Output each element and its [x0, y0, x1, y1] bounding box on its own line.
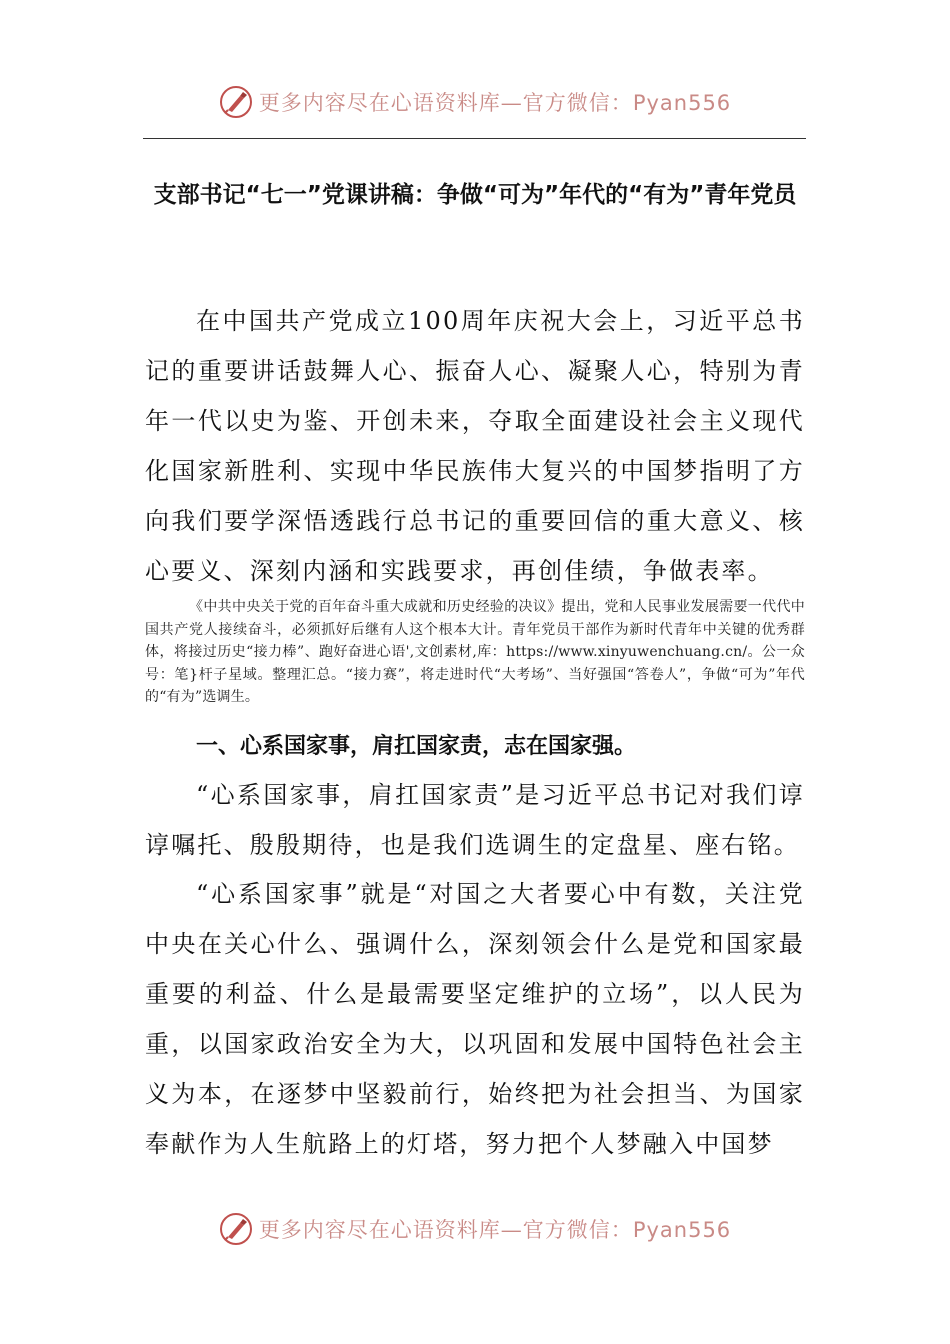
pen-nib-icon — [219, 85, 253, 119]
watermark-text: 更多内容尽在心语资料库—官方微信：Pyan556 — [258, 91, 732, 115]
section-heading: 一、心系国家事，肩扛国家责，志在国家强。 — [196, 734, 637, 759]
body-paragraph: “心系国家事”就是“对国之大者要心中有数，关注党中央在关心什么、强调什么，深刻领会什么是党和国家最重要的利益、什么是最需要坚定维护的立场”，以人民为重，以国家政治安全为大，以巩固和发展中国特色社会主义为本，在逐梦中坚毅前行，始终把为社会担当、为国家奉献作为人生航路上的灯塔，努力把个人梦融入中国梦 — [145, 880, 805, 1158]
body-paragraph: 在中国共产党成立100周年庆祝大会上，习近平总书记的重要讲话鼓舞人心、振奋人心、凝聚人心，特别为青年一代以史为鉴、开创未来，夺取全面建设社会主义现代化国家新胜利、实现中华民族伟大复兴的中国梦指明了方向我们要学深悟透践行总书记的重要回信的重大意义、核心要义、深刻内涵和实践要求，再创佳绩，争做表率。 — [145, 307, 805, 585]
body-paragraph: “心系国家事，肩扛国家责”是习近平总书记对我们谆谆嘱托、殷殷期待，也是我们选调生的定盘星、座右铭。 — [145, 781, 805, 859]
header-divider — [143, 138, 806, 139]
document-title: 支部书记“七一”党课讲稿：争做“可为”年代的“有为”青年党员 — [153, 182, 797, 208]
pen-nib-icon — [219, 1212, 253, 1246]
watermark-text: 更多内容尽在心语资料库—官方微信：Pyan556 — [258, 1218, 732, 1242]
header-watermark — [0, 80, 950, 124]
body-note-paragraph: 《中共中央关于党的百年奋斗重大成就和历史经验的决议》提出，党和人民事业发展需要一代代中国共产党人接续奋斗，必须抓好后继有人这个根本大计。青年党员干部作为新时代青年中关键的优秀群体，将接过历史“接力棒”、跑好奋进心语',文创素材,库：https://www.xinyuwenchuang.cn/。公一众号：笔}杆子星域。整理汇总。“接力赛”，将走进时代“大考场”、当好强国“答卷人”，争做“可为”年代的“有为”选调生。 — [145, 599, 805, 705]
footer-watermark — [0, 1207, 950, 1251]
